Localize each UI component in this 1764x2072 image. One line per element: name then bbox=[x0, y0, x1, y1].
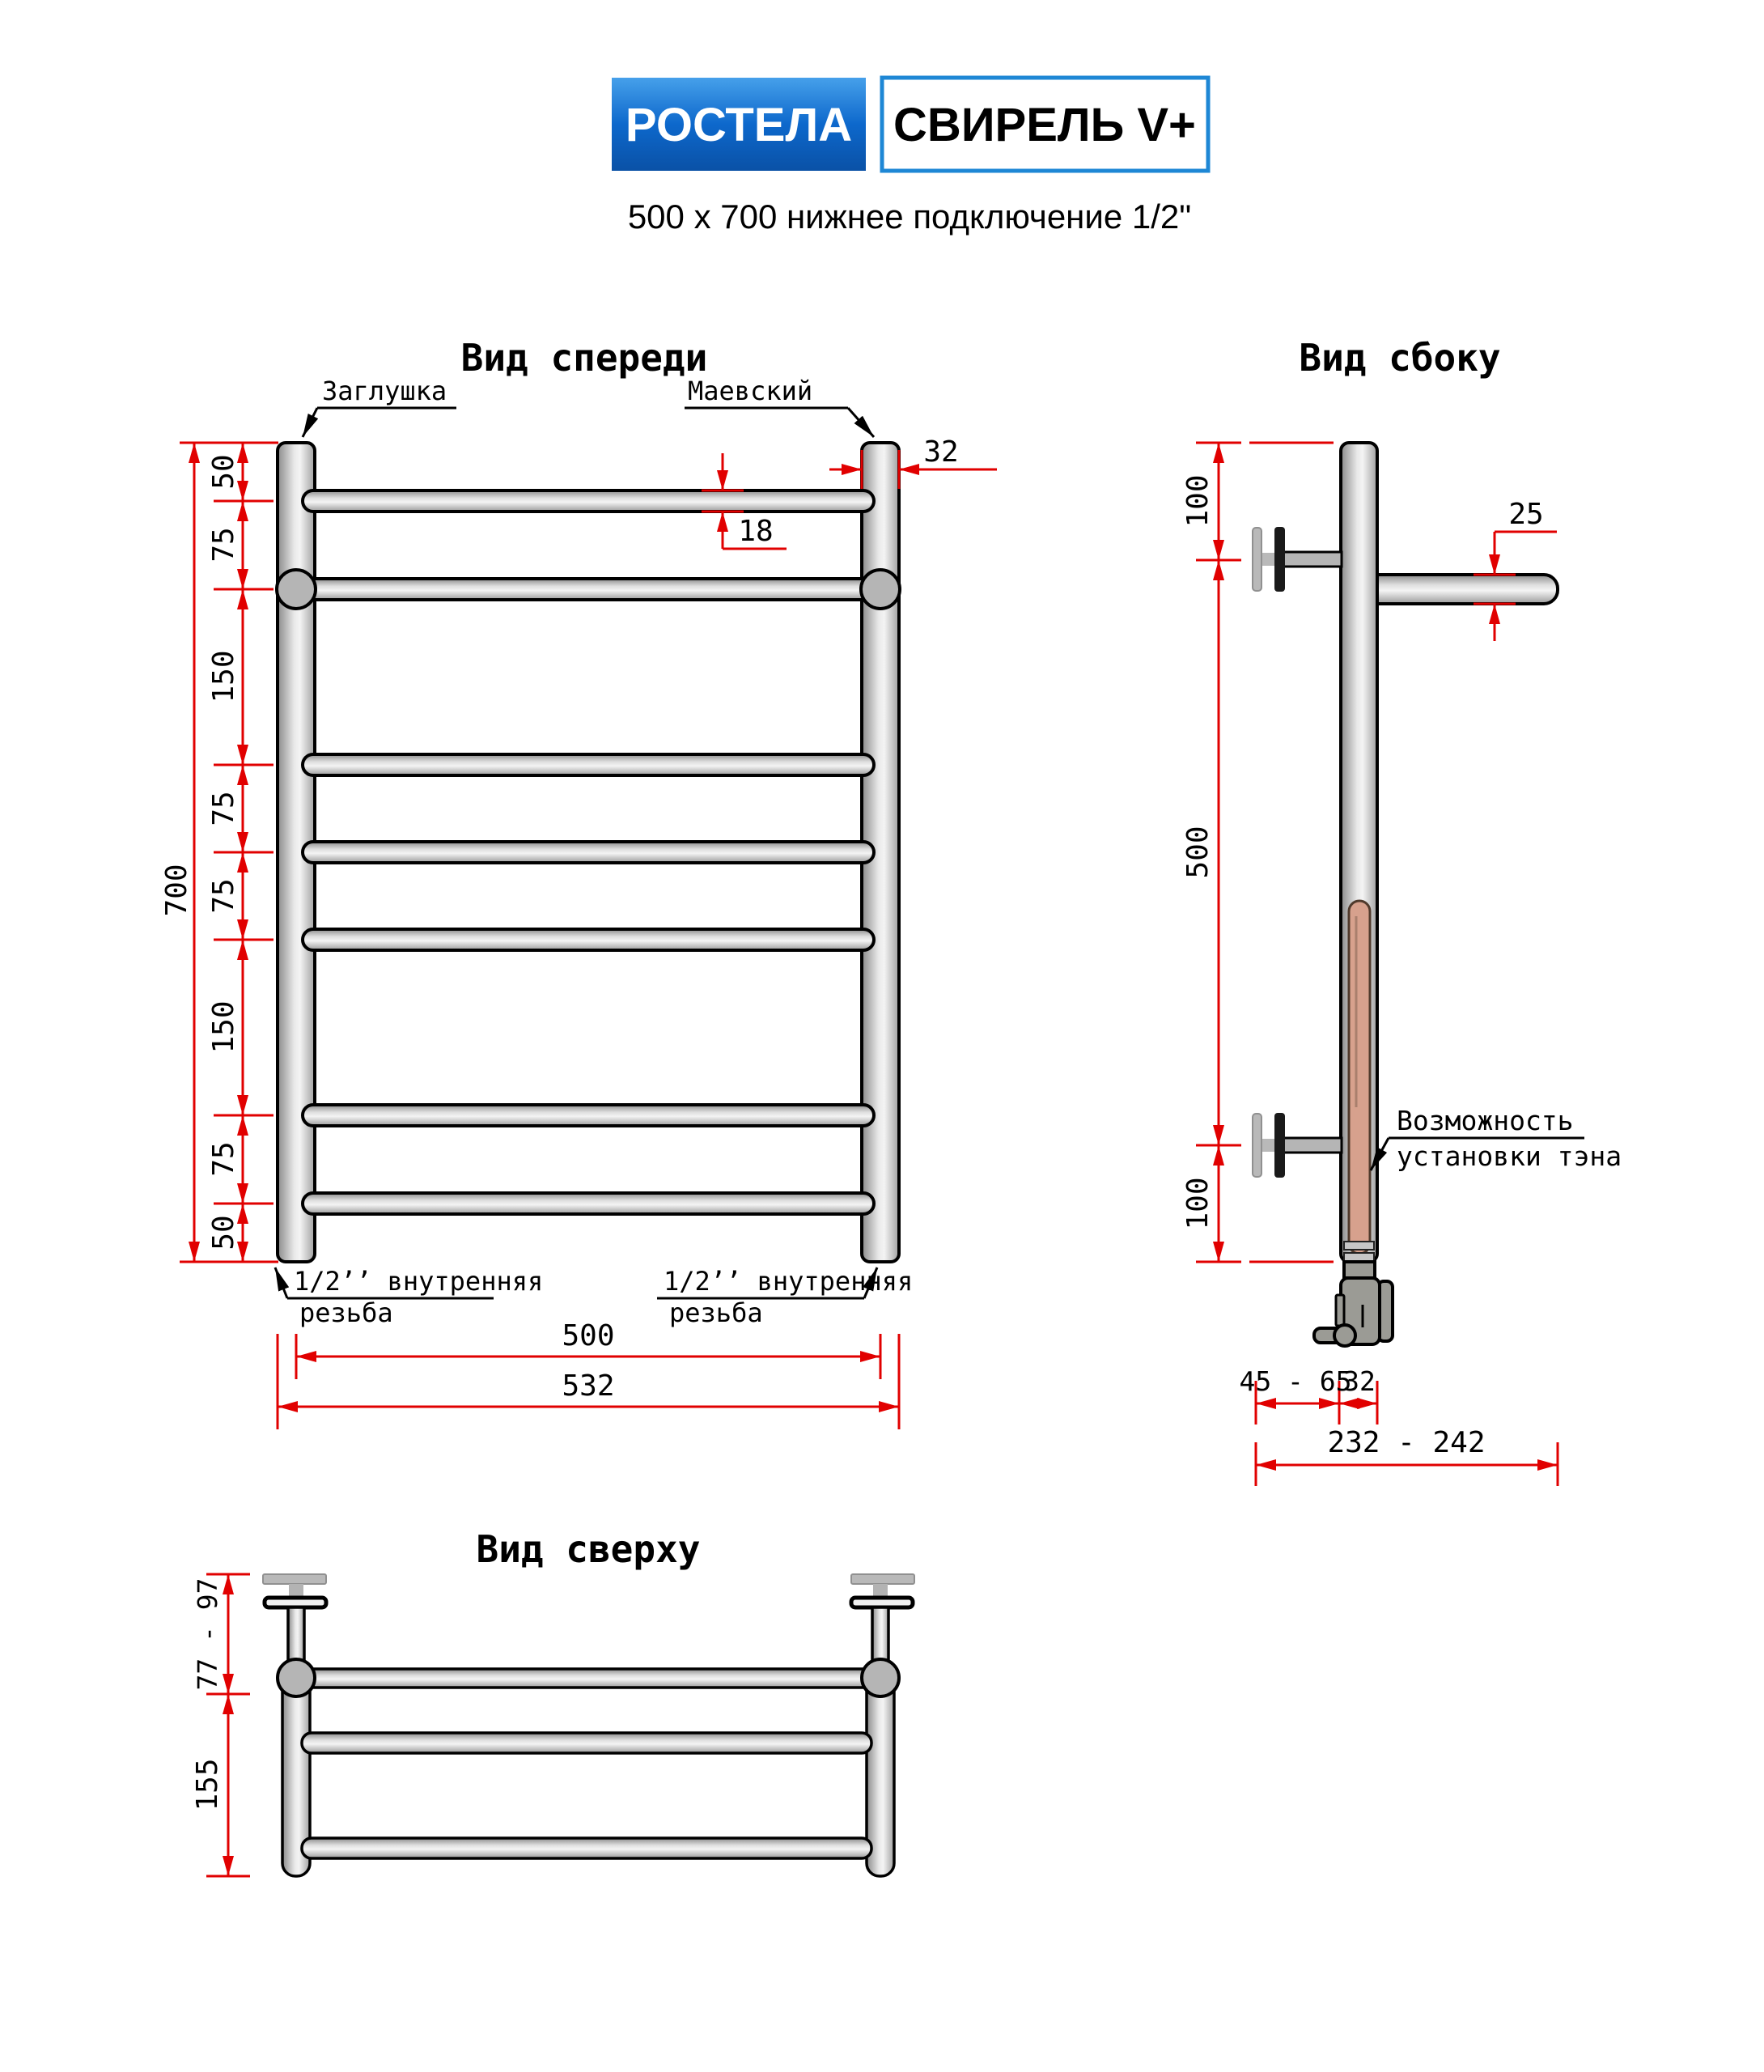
dim-seg-75-2: 75 bbox=[207, 791, 240, 826]
dim-tube-width: 32 bbox=[923, 435, 959, 469]
heater-ring-2 bbox=[1344, 1253, 1374, 1261]
heater-ring-1 bbox=[1344, 1242, 1374, 1250]
top-left-collar bbox=[278, 1659, 315, 1696]
header bbox=[612, 78, 1208, 236]
bracket-wall-plate bbox=[1253, 1114, 1262, 1177]
bracket-flange bbox=[265, 1598, 326, 1607]
side-view-title: Вид сбоку bbox=[1299, 336, 1501, 380]
dim-seg-75-1: 75 bbox=[207, 527, 240, 563]
heating-element bbox=[1344, 901, 1374, 1261]
top-view-title: Вид сверху bbox=[476, 1527, 701, 1571]
dim-shelf-depth: 155 bbox=[191, 1758, 224, 1811]
front-right-swivel-collar bbox=[861, 570, 900, 609]
dim-overall-width: 532 bbox=[562, 1369, 615, 1403]
dim-center-distance: 500 bbox=[562, 1319, 615, 1352]
front-rung-4 bbox=[303, 842, 874, 863]
thread-right-line2: резьба bbox=[669, 1297, 763, 1328]
dim-wall-gap: 45 - 65 bbox=[1239, 1365, 1352, 1397]
front-rung-1 bbox=[303, 490, 874, 512]
bracket-flange bbox=[1274, 527, 1285, 592]
dim-total-depth: 232 - 242 bbox=[1327, 1426, 1486, 1459]
bracket-flange bbox=[1274, 1113, 1285, 1178]
dim-seg-50-bottom: 50 bbox=[207, 1215, 240, 1250]
front-rung-2 bbox=[303, 579, 874, 600]
subtitle: 500 x 700 нижнее подключение 1/2" bbox=[627, 197, 1192, 236]
bracket-wall-plate bbox=[263, 1574, 326, 1584]
bracket-stem bbox=[872, 1607, 888, 1666]
dim-seg-75-3: 75 bbox=[207, 878, 240, 914]
front-view-title: Вид спереди bbox=[460, 336, 708, 380]
dim-seg-50-top: 50 bbox=[207, 454, 240, 490]
front-rung-5 bbox=[303, 929, 874, 950]
dim-bottom-offset: 100 bbox=[1181, 1177, 1215, 1230]
side-rung bbox=[1359, 575, 1558, 604]
bracket-stem bbox=[1283, 1138, 1342, 1153]
front-left-swivel-collar bbox=[277, 570, 316, 609]
top-front-rung bbox=[302, 1838, 871, 1858]
bracket-flange bbox=[851, 1598, 913, 1607]
heater-label-line2: установки тэна bbox=[1397, 1140, 1622, 1172]
model-text: СВИРЕЛЬ V+ bbox=[893, 99, 1196, 151]
valve-label: Маевский bbox=[688, 376, 813, 406]
bracket-wall-plate bbox=[851, 1574, 914, 1584]
dim-bracket-depth: 77 - 97 bbox=[192, 1577, 223, 1691]
front-rung-7 bbox=[303, 1193, 874, 1214]
bracket-stem bbox=[288, 1607, 304, 1666]
front-rung-6 bbox=[303, 1105, 874, 1126]
heater-label-line1: Возможность bbox=[1397, 1105, 1574, 1136]
unit-left-tab bbox=[1336, 1295, 1344, 1326]
dim-total-height: 700 bbox=[160, 864, 193, 917]
cable-elbow bbox=[1334, 1325, 1355, 1346]
brand-logo-text: РОСТЕЛА bbox=[625, 99, 853, 151]
top-back-tube bbox=[296, 1669, 880, 1688]
unit-adapter bbox=[1344, 1262, 1375, 1278]
thread-left-line2: резьба bbox=[299, 1297, 393, 1328]
front-rung-3 bbox=[303, 754, 874, 775]
dim-seg-150-1: 150 bbox=[207, 650, 240, 703]
dim-seg-75-4: 75 bbox=[207, 1141, 240, 1177]
top-middle-rung bbox=[302, 1733, 871, 1753]
thread-right-line1: 1/2’’ внутренняя bbox=[664, 1266, 914, 1297]
dim-seg-150-2: 150 bbox=[207, 1000, 240, 1054]
bracket-stem bbox=[1283, 552, 1342, 567]
dim-top-offset: 100 bbox=[1181, 474, 1215, 528]
dim-side-rung-diameter: 25 bbox=[1508, 498, 1544, 531]
dim-rung-diameter: 18 bbox=[738, 515, 774, 548]
bracket-wall-plate bbox=[1253, 528, 1262, 591]
heater-rod bbox=[1349, 901, 1370, 1254]
top-right-collar bbox=[862, 1659, 899, 1696]
dim-bracket-span: 500 bbox=[1181, 826, 1215, 879]
plug-label: Заглушка bbox=[322, 376, 447, 406]
thread-left-line1: 1/2’’ внутренняя bbox=[294, 1266, 544, 1297]
dim-side-tube-width: 32 bbox=[1343, 1365, 1376, 1397]
